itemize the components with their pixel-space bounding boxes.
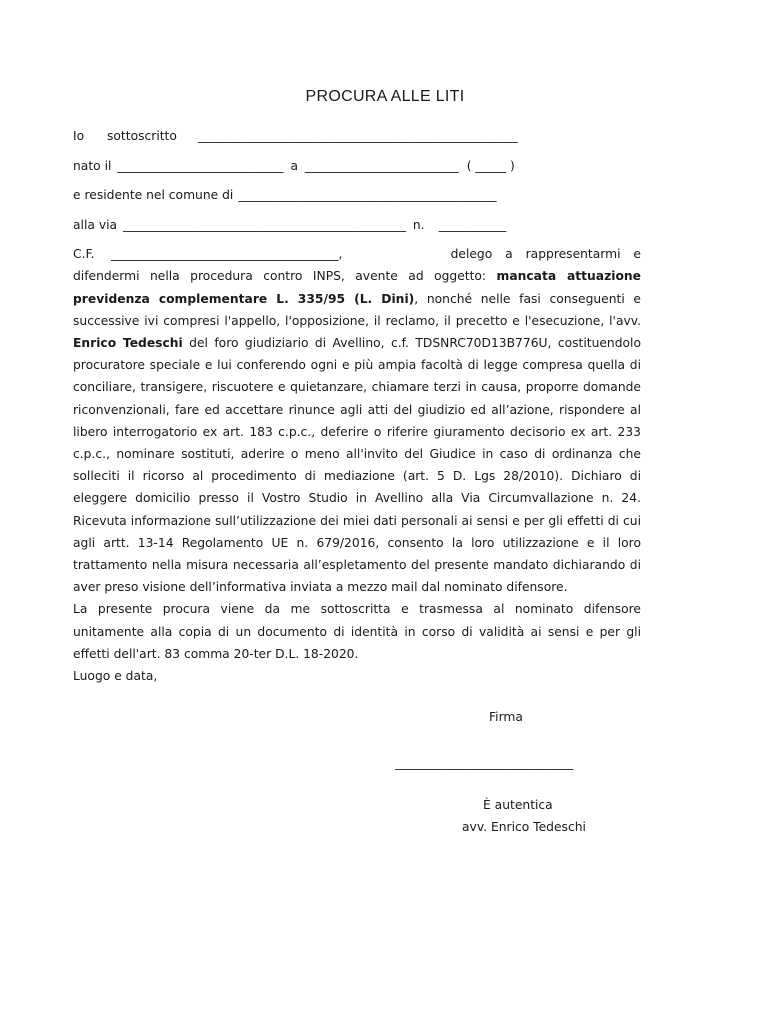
authentic-label: È autentica bbox=[483, 798, 553, 812]
birth-place-blank: _________________________ bbox=[304, 158, 459, 173]
label-nato-il: nato il bbox=[73, 158, 112, 173]
signature-label: Firma bbox=[489, 710, 523, 724]
label-io: Io bbox=[73, 129, 85, 143]
label-cf: C.F. bbox=[73, 247, 95, 262]
delegate-text: delego a rappresentarmi e bbox=[450, 247, 641, 262]
mandate-paragraph bbox=[73, 265, 641, 598]
label-a: a bbox=[290, 158, 298, 173]
lawyer-name: avv. Enrico Tedeschi bbox=[462, 820, 586, 834]
province-blank: ( _____ ) bbox=[466, 158, 515, 173]
lawyer-name-bold: Enrico Tedeschi bbox=[73, 335, 183, 350]
body-text-3: del foro giudiziario di Avellino, c.f. TDSNRC70D13B776U, costituendolo procuratore speciale e lui conferendo ogni e più ampia facoltà di legge compresa quella di conciliare, transigere, riscuotere e quietanzare, chiamare terzi in causa, proporre domande riconvenzionali, fare ed accettare rinunce agli atti del giudizio ed all’azione, rispondere al libero interrogatorio ex art. 183 c.p.c., deferire o riferire giuramento decisorio ex art. 233 c.p.c., nominare sostituti, aderire o meno all'invito del Giudice in caso di ordinanza che solleciti il ricorso al procedimento di mediazione (art. 5 D. Lgs 28/2010). Dichiaro di eleggere domicilio presso il Vostro Studio in Avellino alla Via Circumvallazione n. 24. Ricevuta informazione sull’utilizzazione dei miei dati personali ai sensi e per gli effetti di cui agli artt. 13-14 Regolamento UE n. 679/2016, consento la loro utilizzazione e il loro trattamento nella misura necessaria all’espletamento del presente mandato dichiarando di aver preso visione dell’informativa inviata a mezzo mail dal nominato difensore. bbox=[73, 335, 641, 595]
transmission-paragraph: La presente procura viene da me sottoscritta e trasmessa al nominato difensore unitamente alla copia di un documento di identità in corso di validità ai sensi e per gli effetti dell'art. 83 comma 20-ter D.L. 18-2020. bbox=[73, 602, 641, 661]
label-via: alla via bbox=[73, 217, 118, 232]
signature-line: _____________________________ bbox=[395, 756, 574, 770]
undersigned-line bbox=[73, 125, 641, 155]
label-residence: e residente nel comune di bbox=[73, 188, 234, 203]
body-text-2: , nonché nelle fasi conseguenti e successive ivi compresi l'appello, l'opposizione, il reclamo, il precetto e l'esecuzione, l'avv. bbox=[73, 291, 641, 328]
street-blank: ______________________________________________ bbox=[123, 217, 406, 232]
label-sottoscritto: sottoscritto bbox=[107, 129, 177, 143]
residence-blank: __________________________________________ bbox=[238, 188, 497, 203]
birth-line bbox=[73, 155, 641, 185]
residence-line bbox=[73, 184, 641, 214]
street-line bbox=[73, 214, 641, 244]
street-number-blank: ___________ bbox=[438, 217, 507, 232]
subject-bold: mancata attuazione previdenza complementare L. 335/95 (L. Dini) bbox=[73, 269, 642, 306]
label-n: n. bbox=[412, 217, 425, 232]
birth-date-blank: ___________________________ bbox=[117, 158, 284, 173]
name-blank: ____________________________________________________ bbox=[198, 129, 518, 143]
document-body bbox=[73, 125, 641, 687]
fiscal-code-line bbox=[73, 243, 641, 265]
fiscal-code-blank: _____________________________________, bbox=[111, 247, 343, 262]
body-text-1: difendermi nella procedura contro INPS, avente ad oggetto: bbox=[73, 269, 497, 284]
document-title: PROCURA ALLE LITI bbox=[305, 88, 465, 105]
place-date-label: Luogo e data, bbox=[73, 669, 158, 684]
